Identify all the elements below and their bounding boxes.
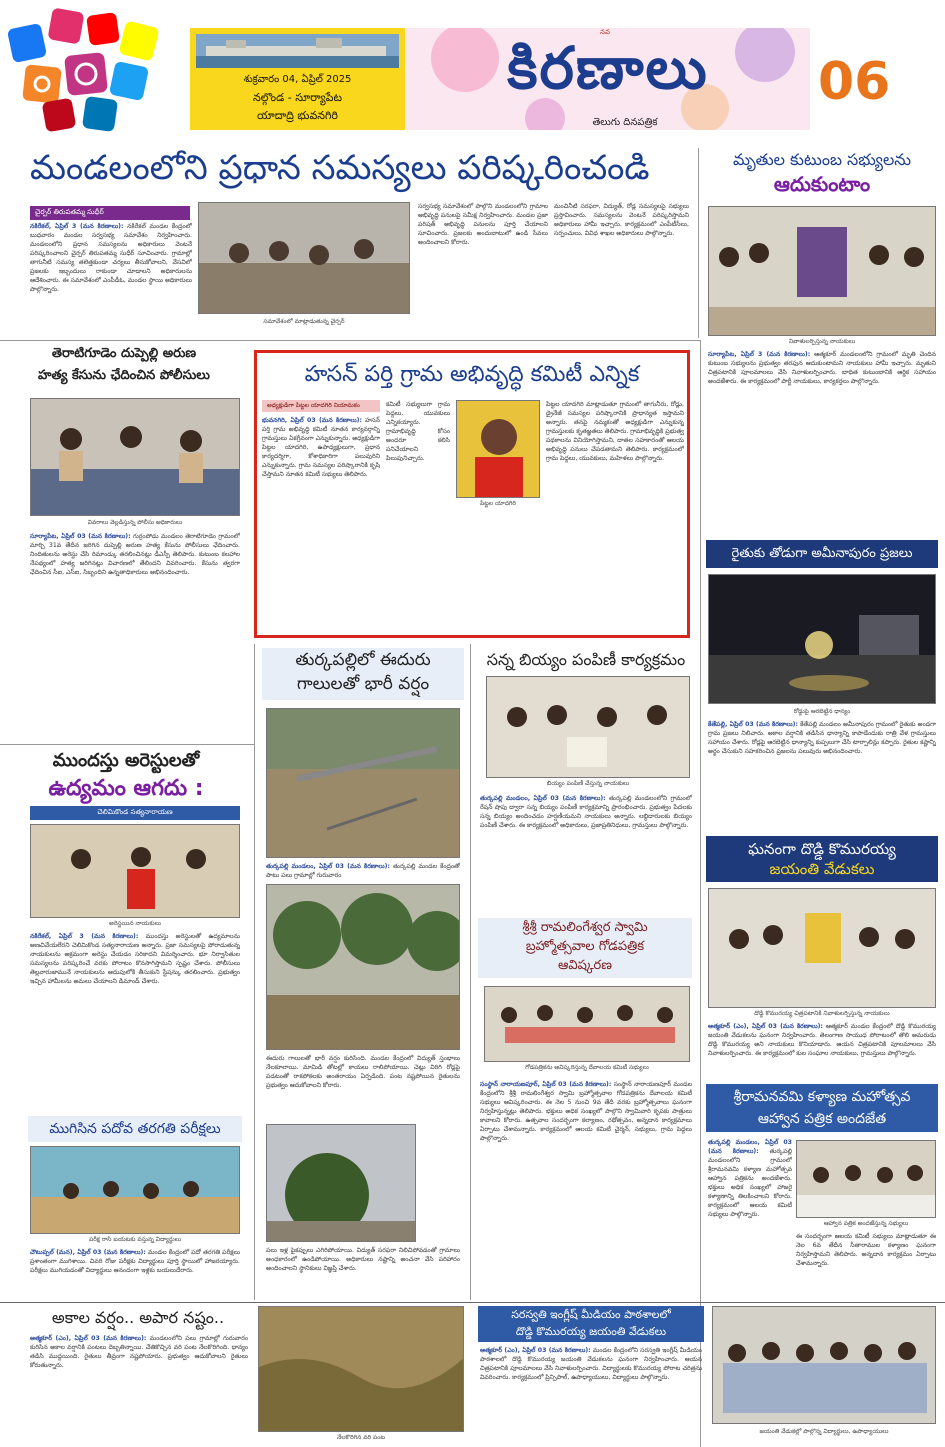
temple-headline-line1: శ్రీశ్రీ రామలింగేశ్వర స్వామి (522, 920, 648, 935)
murder-headline-line2: హత్య కేసును ఛేదించిన పోలీసులు (38, 368, 210, 383)
school-photo (712, 1306, 936, 1424)
lead-body-col1-text: నకిరేకల్ మండల కేంద్రంలో బుధవారం మండల సర్వసభ్య సమావేశం నిర్వహించారు. మండలంలోని ప్రధాన సమస్యలను అధికారులు వెంటనే పరిష్కరించాలని చైర్పర్ తిరుపతమ్మ సుధీర్ సూచించారు. గ్రామాల్లో తాగునీటి సమస్య తలెత్తకుండా చర్యలు తీసుకోవాలని, వేసవిలో ప్రజలకు ఇబ్బందులు రాకుండా చూడాలని అధికారులను ఆదేశించారు. ఈ సమావేశంలో ఎంపీడీఓ, మండల స్థాయి అధికారులు పాల్గొన్నారు. (30, 223, 192, 293)
temple-photo-caption: గోడపత్రికను ఆవిష్కరిస్తున్న దేవాలయ కమిటీ సభ్యులు (525, 1064, 649, 1071)
temple-headline-line2: బ్రహ్మోత్సవాల గోడపత్రిక (525, 939, 645, 954)
district-names-line1: నల్గొండ - సూర్యాపేట (253, 91, 342, 104)
school-body (480, 1346, 702, 1442)
rice-distribution-photo-art (487, 677, 690, 778)
rain-headline-line2: గాలులతో భారీ వర్షం (296, 674, 430, 694)
exam-body-text: మండల కేంద్రంలో పదో తరగతి పరీక్షలు ప్రశాంతంగా ముగిశాయి. చివరి రోజు పరీక్షకు విద్యార్థులు పూర్తి స్థాయిలో హాజరయ్యారు. పరీక్షలు ముగియడంతో విద్యార్థులు ఆనందంగా ఇళ్లకు బయలుదేరారు. (30, 1249, 240, 1274)
temple-body (480, 1080, 692, 1298)
hasan-headline: హసన్ పర్తి గ్రామ అభివృద్ధి కమిటీ ఎన్నిక (304, 362, 640, 387)
school-headline-box (478, 1306, 704, 1342)
rice-body-text: తుర్కపల్లి మండలంలోని గ్రామంలో రేషన్ షాపు ద్వారా సన్న బియ్యం పంపిణీ కార్యక్రమాన్ని ప్రారంభించారు. ప్రభుత్వం పేదలకు సన్న బియ్యం అందించడం హర్షణీయమని నాయకులు అన్నారు. లబ్ధిదారులకు బియ్యం పంపిణీ చేశారు. ఈ కార్యక్రమంలో అధికారులు, ప్రజాప్రతినిధులు, గ్రామస్తులు పాల్గొన్నారు. (480, 795, 692, 829)
murder-dateline: సూర్యాపేట, ఏప్రిల్ 03 (మన కిరణాలు): (30, 533, 131, 540)
lead-body-col2: సర్వసభ్య సమావేశంలో పాల్గొని మండలంలోని గ్రామాల అభివృద్ధి పనులపై సమీక్ష నిర్వహించారు. మండల ప్రజా పరిషత్ అభివృద్ధి పనులను పూర్తి చేయాలని సూచించారు. ప్రజలకు అందుబాటులో ఉండి సేవలు అందించాలని కోరారు. (418, 203, 548, 246)
lead-photo-caption: సమావేశంలో మాట్లాడుతున్న చైర్పర్ (263, 318, 345, 325)
murder-press-photo (30, 398, 240, 516)
column-divider (254, 644, 255, 1300)
hasan-body-col1-text: హసన్ పర్తి గ్రామ అభివృద్ధి కమిటీ నూతన కార్యవర్గాన్ని గ్రామస్తులు ఏకగ్రీవంగా ఎన్నుకున్నారు. అధ్యక్షుడిగా పిట్టల యాదగిరి, ఉపాధ్యక్షులుగా, ప్రధాన కార్యదర్శిగా, కోశాధికారిగా పలువురిని ఎన్నుకున్నారు. గ్రామ సమస్యల పరిష్కారానికి కృషి చేస్తామని నూతన కమిటీ సభ్యులు తెలిపారు. (262, 417, 380, 478)
rain-loss-photo-caption: నేలకొరిగిన వరి పంట (337, 1434, 385, 1441)
rain-loss-crop-photo (258, 1306, 464, 1432)
column-divider (698, 148, 699, 338)
social-media-cubes-art (4, 6, 174, 134)
school-headline-line2: దొడ్డి కొమురయ్య జయంతి వేడుకలు (515, 1325, 667, 1338)
hasan-dateline: భువనగిరి, ఏప్రిల్ 03 (మన కిరణాలు): (262, 417, 362, 424)
rain-loss-body (30, 1334, 248, 1440)
help-photo-caption: నివాళులర్పిస్తున్న నాయకులు (788, 338, 856, 345)
lead-body-col3: మంచినీటి సరఫరా, విద్యుత్, రోడ్ల సమస్యలపై సభ్యులు ప్రస్తావించారు. సమస్యలను వెంటనే పరిష్కరిస్తామని అధికారులు హామీ ఇచ్చారు. కార్యక్రమంలో ఎంపీటీసీలు, సర్పంచులు, వివిధ శాఖల అధికారులు పాల్గొన్నారు. (554, 203, 689, 237)
exam-photo (30, 1146, 240, 1234)
exam-dateline: చౌటుప్పల్ (మన), ఏప్రిల్ 03 (మన కిరణాలు): (30, 1249, 146, 1256)
lead-dateline: నకిరేకల్, ఏప్రిల్ 3 (మన కిరణాలు): (30, 223, 124, 230)
rain-tree-photo (266, 1124, 416, 1242)
night-road-photo-art (709, 575, 936, 704)
kalyanam-body (708, 1138, 792, 1260)
help-headline-line2: ఆదుకుంటాం (773, 172, 871, 196)
fallen-pole-photo-art (267, 709, 460, 858)
rain-headline-line1: తుర్కపల్లిలో ఈదురు (295, 650, 431, 670)
arrest-photo-art (31, 825, 240, 918)
paper-subtitle: తెలుగు దినపత్రిక (592, 117, 658, 128)
murder-headline-line1: తెరాటిగూడెం దుప్పెల్లి అరుణ (51, 346, 197, 361)
kalyanam-body-text: తుర్కపల్లి మండలంలోని గ్రామంలో శ్రీరామనవమి కళ్యాణ మహోత్సవ ఆహ్వాన పత్రికను అందజేశారు. భక్తులు అధిక సంఖ్యలో హాజరై కళ్యాణాన్ని తిలకించాలని కోరారు. కార్యక్రమంలో ఆలయ కమిటీ సభ్యులు పాల్గొన్నారు. (708, 1148, 792, 1218)
murder-photo-caption: వివరాలు వెల్లడిస్తున్న పోలీసు అధికారులు (87, 519, 183, 526)
arrest-body-text: ముందస్తు అరెస్టులతో ఉద్యమాలను అణచివేయలేరని చెలిమికొండ సత్యనారాయణ అన్నారు. ప్రజా సమస్యలపై పోరాడుతున్న నాయకులను అక్రమంగా అరెస్టు చేయడం సరికాదని విమర్శించారు. భూ నిర్వాసితుల సమస్యలను పరిష్కరించే వరకు పోరాటం కొనసాగిస్తామని స్పష్టం చేశారు. పోలీసులు తెల్లవారుజామునే నాయకులను అదుపులోకి తీసుకుని స్టేషన్కు తరలించారు. ప్రభుత్వం ఇచ్చిన హామీలను అమలు చేయాలని డిమాండ్ చేశారు. (30, 933, 240, 985)
rain-mango-orchard-photo (266, 884, 460, 1050)
murder-body (30, 532, 240, 738)
farmer-photo-caption: రోడ్డుపై ఆరబెట్టిన ధాన్యం (793, 708, 851, 715)
rain-body-intro (266, 862, 460, 882)
school-photo-art (713, 1307, 936, 1424)
rain-loss-body-text: మండలంలోని పలు గ్రామాల్లో గురువారం కురిసిన అకాల వర్షానికి పంటలు దెబ్బతిన్నాయి. చేతికొచ్చిన వరి పంట నేలకొరిగింది. ధాన్యం తడిసి ముద్దయింది. రైతులు తీవ్రంగా నష్టపోయారు. ప్రభుత్వం ఆదుకోవాలని రైతులు కోరుతున్నారు. (30, 1335, 248, 1369)
school-dateline: ఆత్మకూర్ (ఎం), ఏప్రిల్ 03 (మన కిరణాలు): (480, 1347, 591, 1354)
bottom-strip-divider (0, 1302, 945, 1303)
school-headline-line1: సరస్వతి ఇంగ్లీష్ మీడియం పాఠశాలలో (511, 1308, 671, 1321)
rice-dateline: తుర్కపల్లి మండలం, ఏప్రిల్ 03 (మన కిరణాలు): (480, 795, 606, 802)
arrest-headline-line1: ముందస్తు అరెస్టులతో (52, 750, 200, 771)
jayanthi-photo-caption: దొడ్డి కొమురయ్య చిత్రపటానికి నివాళులర్పిస్తున్న నాయకులు (754, 1010, 890, 1017)
arrest-byline-tag: చెలిమికొండ సత్యనారాయణ (30, 806, 240, 820)
rain-body-end: పలు ఇళ్ల పైకప్పులు ఎగిరిపోయాయి. విద్యుత్ సరఫరా నిలిచిపోవడంతో గ్రామాలు అంధకారంలో ఉండిపోయాయి. అధికారులు నష్టాన్ని అంచనా వేసి పరిహారం అందించాలని స్థానికులు విజ్ఞప్తి చేశారు. (266, 1247, 460, 1272)
farmer-dateline: కేతేపల్లి, ఏప్రిల్ 03 (మన కిరణాలు): (708, 721, 798, 728)
exam-photo-caption: పరీక్ష రాసి బయటకు వస్తున్న విద్యార్థులు (88, 1236, 182, 1243)
paper-name: కిరణాలు (507, 34, 709, 102)
school-body-text: మండల కేంద్రంలోని సరస్వతి ఇంగ్లీష్ మీడియం పాఠశాలలో దొడ్డి కొమురయ్య జయంతి వేడుకలను ఘనంగా నిర్వహించారు. ఆయన చిత్రపటానికి పూలమాలలు వేసి నివాళులర్పించారు. విద్యార్థులకు కొమురయ్య పోరాట చరిత్రను వివరించారు. కార్యక్రమంలో ప్రిన్సిపాల్, ఉపాధ్యాయులు, విద్యార్థులు పాల్గొన్నారు. (480, 1347, 702, 1381)
kalyanam-headline-line2: ఆహ్వాన పత్రిక అందజేత (757, 1111, 887, 1127)
issue-date: శుక్రవారం 04, ఏప్రిల్ 2025 (243, 74, 352, 85)
jayanthi-headline-line1: ఘనంగా దొడ్డి కొమురయ్య (748, 840, 896, 858)
rice-body (480, 794, 692, 906)
jayanthi-body-text: ఆత్మకూర్ మండల కేంద్రంలో దొడ్డి కొమురయ్య జయంతి వేడుకలను ఘనంగా నిర్వహించారు. తెలంగాణ సాయుధ పోరాటంలో తొలి అమరుడు దొడ్డి కొమురయ్య అని నాయకులు కొనియాడారు. ఆయన చిత్రపటానికి పూలమాలలు వేసి నివాళులర్పించారు. ఈ కార్యక్రమంలో కుల సంఘాల నాయకులు, గ్రామస్తులు పాల్గొన్నారు. (708, 1023, 936, 1057)
temple-dateline: సంస్థాన్ నారాయణపూర్, ఏప్రిల్ 03 (మన కిరణాలు): (480, 1081, 612, 1088)
arrest-body (30, 932, 240, 1106)
newspaper-logo-area (405, 28, 810, 130)
exam-body (30, 1248, 240, 1296)
temple-headline-line3: ఆవిష్కరణ (558, 958, 612, 973)
help-photo-art (709, 207, 936, 336)
fallen-tree-photo-art (267, 1125, 416, 1242)
arrest-headline-line2: ఉద్యమం ఆగదు : (48, 776, 204, 801)
students-photo-art (31, 1147, 240, 1234)
school-photo-caption: జయంతి వేడుకల్లో పాల్గొన్న విద్యార్థులు, ఉపాధ్యాయులు (759, 1428, 889, 1435)
help-body (708, 350, 936, 536)
jayanthi-headline-line2: జయంతి వేడుకలు (769, 860, 875, 878)
page-number: 06 (818, 52, 891, 112)
rain-body-mid: ఈదురు గాలులతో భారీ వర్షం కురిసింది. మండల కేంద్రంలో విద్యుత్ స్తంభాలు నేలకూలాయి. మామిడి తోటల్లో కాయలు రాలిపోయాయి. చెట్లు విరిగి రోడ్లపై పడటంతో రాకపోకలకు అంతరాయం ఏర్పడింది. పంట నష్టపోయిన రైతులను ప్రభుత్వం ఆదుకోవాలని కోరారు. (266, 1055, 460, 1089)
rice-distribution-photo (486, 676, 690, 778)
column-divider (470, 644, 471, 1300)
hasan-body-col3: పిట్టల యాదగిరి మాట్లాడుతూ గ్రామంలో తాగునీరు, రోడ్లు, డ్రైనేజీ సమస్యల పరిష్కారానికి ప్రాధాన్యత ఇస్తామని అన్నారు. తనపై నమ్మకంతో అధ్యక్షుడిగా ఎన్నుకున్న గ్రామస్తులకు కృతజ్ఞతలు తెలిపారు. గ్రామాభివృద్ధికి ప్రభుత్వ పథకాలను వినియోగిస్తామని, దాతల సహకారంతో ఆలయ అభివృద్ధి పనులు చేపడతామని తెలిపారు. కార్యక్రమంలో గ్రామ పెద్దలు, యువకులు, మహిళలు పాల్గొన్నారు. (546, 401, 684, 462)
farmer-night-photo (708, 574, 936, 704)
police-press-photo-art (31, 399, 240, 516)
hasan-body-col2: కమిటీ సభ్యులుగా గ్రామ పెద్దలు, యువకులు ఎన్నికయ్యారు. గ్రామాభివృద్ధి కోసం అందరూ కలిసి పనిచేయాలని పిలుపునిచ్చారు. (386, 401, 450, 462)
kalyanam-dateline: తుర్కపల్లి మండలం, ఏప్రిల్ 03 (మన కిరణాలు): (708, 1139, 792, 1155)
kalyanam-headline-box (706, 1084, 938, 1132)
portrait-art (457, 401, 540, 498)
rain-headline-box (262, 648, 464, 700)
hasan-portrait-photo (456, 400, 540, 498)
temple-poster-photo-art (485, 987, 690, 1062)
section-divider (0, 340, 700, 341)
skyline-photo (196, 34, 399, 68)
farmer-headline: రైతుకు తోడుగా అమీనాపురం ప్రజలు (706, 540, 938, 568)
lead-headline: మండలంలోని ప్రధాన సమస్యలు పరిష్కరించండి (30, 148, 650, 188)
kalyanam-photo (796, 1140, 936, 1218)
kalyanam-photo-art (797, 1141, 936, 1218)
masthead (0, 0, 945, 140)
kalyanam-headline-line1: శ్రీరామనవమి కళ్యాణ మహోత్సవ (733, 1089, 911, 1105)
small-logo: నవ (600, 28, 610, 36)
kalyanam-body-end: ఈ సందర్భంగా ఆలయ కమిటీ సభ్యులు మాట్లాడుతూ ఈ నెల 6వ తేదీన సీతారాముల కళ్యాణం ఘనంగా నిర్వహిస్తామని తెలిపారు. అన్నదాన కార్యక్రమం ఏర్పాటు చేశామన్నారు. (796, 1233, 936, 1267)
meeting-photo-art (199, 203, 410, 314)
jayanthi-body (708, 1022, 936, 1074)
arrest-photo (30, 824, 240, 918)
arrest-photo-caption: అరెస్టయిన నాయకులు (109, 920, 161, 927)
hasan-body-col1 (262, 416, 380, 632)
section-divider (0, 744, 254, 745)
temple-body-text: సంస్థాన్ నారాయణపూర్ మండల కేంద్రంలోని శ్రీశ్రీ రామలింగేశ్వర స్వామి బ్రహ్మోత్సవాల గోడపత్రికను దేవాలయ కమిటీ సభ్యులు ఆవిష్కరించారు. ఈ నెల 5 నుంచి 9వ తేదీ వరకు బ్రహ్మోత్సవాలు ఘనంగా నిర్వహిస్తున్నట్లు తెలిపారు. భక్తులు అధిక సంఖ్యలో పాల్గొని స్వామివారి కృపకు పాత్రులు కావాలని కోరారు. ఉత్సవాల సందర్భంగా కల్యాణం, రథోత్సవం, అన్నదాన కార్యక్రమాలు ఏర్పాటు చేశామన్నారు. కార్యక్రమంలో ఆలయ కమిటీ చైర్మన్, సభ్యులు, గ్రామ పెద్దలు పాల్గొన్నారు. (480, 1081, 692, 1142)
jayanthi-headline-box (706, 836, 938, 882)
arrest-dateline: నకిరేకల్, ఏప్రిల్ 3 (మన కిరణాలు): (30, 933, 139, 940)
help-dateline: సూర్యాపేట, ఏప్రిల్ 3 (మన కిరణాలు): (708, 351, 811, 358)
damaged-crop-photo-art (259, 1307, 464, 1432)
kalyanam-photo-caption: ఆహ్వాన పత్రిక అందజేస్తున్న సభ్యులు (823, 1220, 909, 1227)
help-body-text: ఆత్మకూర్ మండలంలోని గ్రామంలో మృతి చెందిన కుటుంబ సభ్యులను ప్రభుత్వం తరఫున ఆదుకుంటామని నాయకులు హామీ ఇచ్చారు. మృతుని చిత్రపటానికి పూలమాలలు వేసి నివాళులర్పించారు. బాధిత కుటుంబానికి ఆర్థిక సహాయం అందజేశారు. ఈ కార్యక్రమంలో పార్టీ నాయకులు, కార్యకర్తలు పాల్గొన్నారు. (708, 351, 936, 385)
rain-loss-headline: అకాల వర్షం.. అపార నష్టం.. (51, 1308, 225, 1327)
temple-headline-box (478, 918, 692, 978)
rain-dateline: తుర్కపల్లి మండలం, ఏప్రిల్ 03 (మన కిరణాలు): (266, 863, 390, 870)
rice-photo-caption: బియ్యం పంపిణీ చేస్తున్న నాయకులు (546, 780, 630, 787)
jayanthi-photo (708, 888, 936, 1008)
jayanthi-photo-art (709, 889, 936, 1008)
hasan-photo-caption: పిట్టల యాదగిరి (480, 500, 516, 507)
lead-meeting-photo (198, 202, 410, 314)
farmer-body (708, 720, 936, 820)
rain-fallen-pole-photo (266, 708, 460, 858)
help-headline-line1: మృతుల కుటుంబ సభ్యులను (732, 150, 912, 169)
hasan-tag: అధ్యక్షుడిగా పిట్టల యాదగిరి నియామకం (262, 400, 380, 412)
right-column-divider (700, 340, 701, 1447)
murder-body-text: గుర్రంపోడు మండలం తెరాటిగూడెం గ్రామంలో మార్చి 31వ తేదీన జరిగిన దుప్పెల్లి అరుణ హత్య కేసును పోలీసులు ఛేదించారు. నిందితులను అరెస్టు చేసి రిమాండ్కు తరలించినట్లు డీఎస్పీ తెలిపారు. కుటుంబ కలహాల నేపథ్యంలో హత్య జరిగినట్లు విచారణలో తేలిందని వివరించారు. కేసును త్వరగా ఛేదించిన సీఐ, ఎస్ఐ, సిబ్బందిని ఉన్నతాధికారులు అభినందించారు. (30, 533, 240, 576)
farmer-body-text: కేతేపల్లి మండలం అమీనాపురం గ్రామంలో రైతుకు అండగా గ్రామ ప్రజలు నిలిచారు. అకాల వర్షానికి తడిసిన ధాన్యాన్ని కాపాడేందుకు రాత్రి వేళ గ్రామస్తులు సహాయం చేశారు. రోడ్లపై ఆరబెట్టిన ధాన్యాన్ని కుప్పలుగా చేసి టార్పాలిన్లు కప్పారు. రైతుల కష్టాన్ని అర్థం చేసుకుని సహకరించిన ప్రజలను పలువురు అభినందించారు. (708, 721, 936, 755)
mango-orchard-photo-art (267, 885, 460, 1050)
date-district-box (190, 28, 405, 130)
rain-body-intro-text: తుర్కపల్లి మండల కేంద్రంతో పాటు పలు గ్రామాల్లో గురువారం (266, 863, 460, 879)
byline-tag: చైర్పర్ తిరుపతమ్మ సుధీర్ (30, 206, 190, 220)
rain-loss-dateline: ఆత్మకూర్ (ఎం), ఏప్రిల్ 03 (మన కిరణాలు): (30, 1335, 147, 1342)
temple-poster-photo (484, 986, 690, 1062)
help-photo (708, 206, 936, 336)
exam-headline: ముగిసిన పదోవ తరగతి పరీక్షలు (28, 1116, 242, 1142)
jayanthi-dateline: ఆత్మకూర్ (ఎం), ఏప్రిల్ 03 (మన కిరణాలు): (708, 1023, 823, 1030)
lead-body-col1 (30, 222, 192, 334)
rice-headline: సన్న బియ్యం పంపిణీ కార్యక్రమం (486, 650, 686, 669)
district-names-line2: యాదాద్రి భువనగిరి (257, 109, 338, 122)
